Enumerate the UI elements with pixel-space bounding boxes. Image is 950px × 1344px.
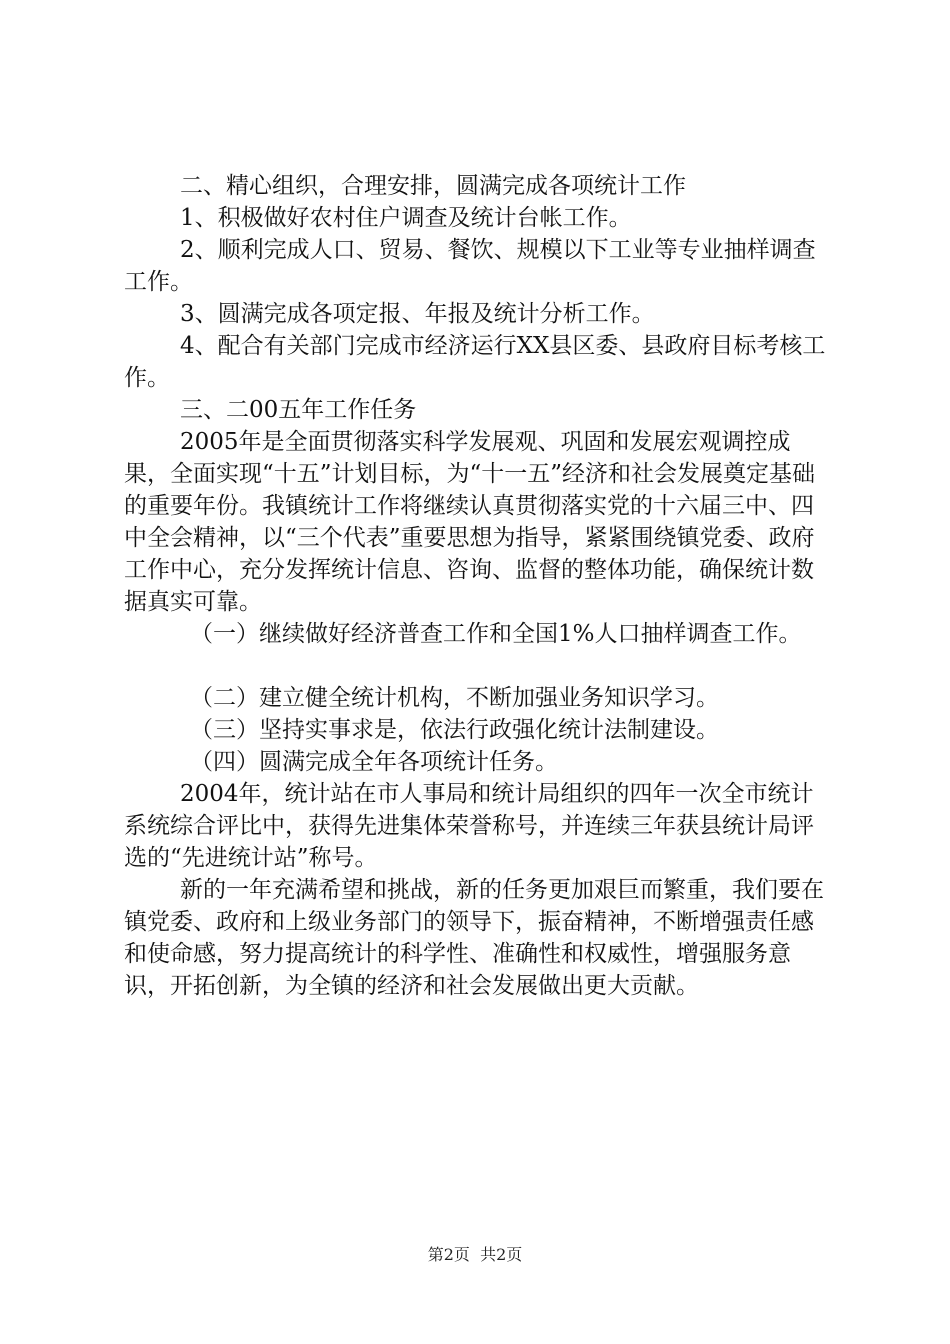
section-heading-2: 二、精心组织，合理安排，圆满完成各项统计工作 <box>180 173 686 199</box>
list-item-4: 4、配合有关部门完成市经济运行XX县区委、县政府目标考核工作。 <box>124 333 826 391</box>
task-item-4: （四）圆满完成全年各项统计任务。 <box>190 749 558 775</box>
document-body <box>124 170 830 1002</box>
page-footer <box>0 1244 950 1266</box>
paragraph-2005-plan: 2005年是全面贯彻落实科学发展观、巩固和发展宏观调控成果，全面实现“十五”计划目标，为“十一五”经济和社会发展奠定基础的重要年份。我镇统计工作将继续认真贯彻落实党的十六届三中、四中全会精神，以“三个代表”重要思想为指导，紧紧围绕镇党委、政府工作中心，充分发挥统计信息、咨询、监督的整体功能，确保统计数据真实可靠。 <box>124 429 816 615</box>
page-number: 第2页 <box>427 1245 470 1264</box>
section-heading-3: 三、二00五年工作任务 <box>180 397 417 423</box>
task-item-1: （一）继续做好经济普查工作和全国1%人口抽样调查工作。 <box>190 621 802 647</box>
paragraph-conclusion: 新的一年充满希望和挑战，新的任务更加艰巨而繁重，我们要在镇党委、政府和上级业务部门的领导下，振奋精神，不断增强责任感和使命感，努力提高统计的科学性、准确性和权威性，增强服务意识，开拓创新，为全镇的经济和社会发展做出更大贡献。 <box>124 877 824 999</box>
task-item-2: （二）建立健全统计机构，不断加强业务知识学习。 <box>190 685 719 711</box>
paragraph-2004-award: 2004年，统计站在市人事局和统计局组织的四年一次全市统计系统综合评比中，获得先进集体荣誉称号，并连续三年获县统计局评选的“先进统计站”称号。 <box>124 781 814 871</box>
list-item-1: 1、积极做好农村住户调查及统计台帐工作。 <box>180 205 632 231</box>
page-total: 共2页 <box>480 1245 523 1264</box>
task-item-3: （三）坚持实事求是，依法行政强化统计法制建设。 <box>190 717 719 743</box>
list-item-3: 3、圆满完成各项定报、年报及统计分析工作。 <box>180 301 655 327</box>
list-item-2: 2、顺利完成人口、贸易、餐饮、规模以下工业等专业抽样调查工作。 <box>124 237 816 295</box>
